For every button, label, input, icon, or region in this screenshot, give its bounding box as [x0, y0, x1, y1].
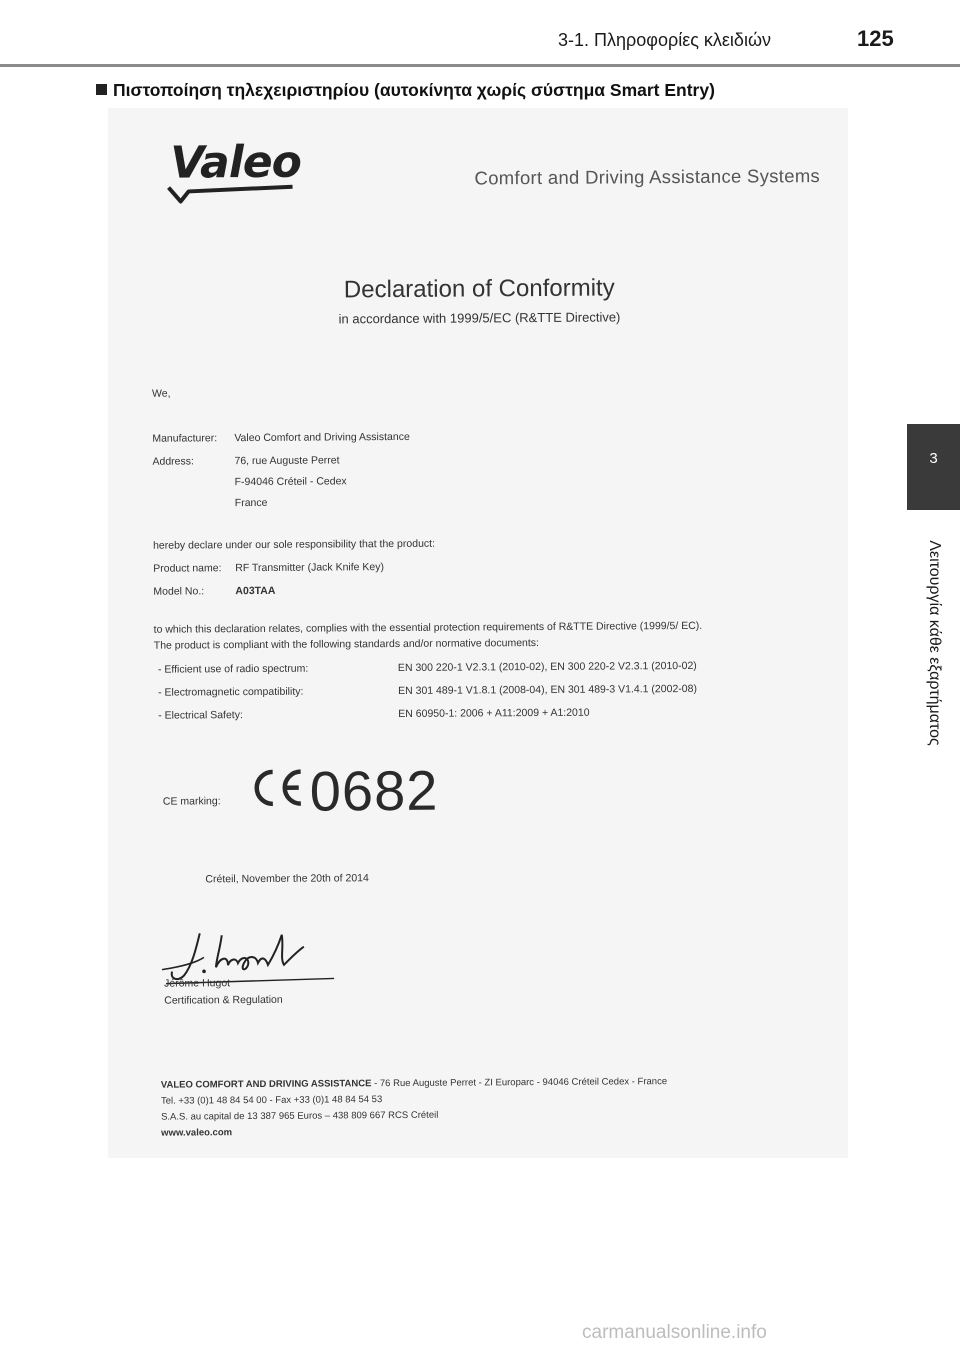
footer-address: - 76 Rue Auguste Perret - ZI Europarc - 94046 Créteil Cedex - France — [371, 1076, 668, 1090]
chapter-tab-label: Λειτουργία κάθε εξαρτήματος — [926, 540, 943, 746]
chapter-tab — [907, 424, 960, 510]
model-no-value: A03TAA — [235, 584, 276, 598]
address-label: Address: — [152, 455, 194, 468]
standard-value-radio: EN 300 220-1 V2.3.1 (2010-02), EN 300 220-2 V2.3.1 (2010-02) — [397, 659, 697, 674]
standard-value-emc: EN 301 489-1 V1.8.1 (2008-04), EN 301 489-3 V1.4.1 (2002-08) — [398, 682, 697, 697]
section-heading-text: Πιστοποίηση τηλεχειριστηρίου (αυτοκίνητα χωρίς σύστημα Smart Entry) — [113, 80, 715, 100]
footer-website: www.valeo.com — [161, 1127, 233, 1139]
product-name-value: RF Transmitter (Jack Knife Key) — [235, 561, 385, 575]
we-text: We, — [151, 387, 171, 400]
square-bullet-icon — [96, 84, 107, 95]
footer-company-line — [161, 1076, 667, 1091]
standard-value-safety: EN 60950-1: 2006 + A11:2009 + A1:2010 — [398, 706, 590, 720]
signatory-title: Certification & Regulation — [164, 993, 283, 1007]
header-section-title: 3-1. Πληροφορίες κλειδιών — [558, 30, 771, 50]
address-line-2: F-94046 Créteil - Cedex — [234, 475, 347, 489]
declaration-document — [108, 108, 848, 1158]
declare-text: hereby declare under our sole responsibility that the product: — [153, 537, 436, 552]
address-line-3: France — [234, 496, 268, 510]
valeo-logo — [170, 137, 301, 189]
chapter-tab-number: 3 — [929, 450, 938, 467]
logo-swoosh-icon — [167, 183, 297, 206]
footer-capital: S.A.S. au capital de 13 387 965 Euros – 438 809 667 RCS Créteil — [161, 1109, 439, 1123]
ce-mark-icon — [247, 767, 305, 809]
header-divider — [0, 64, 960, 67]
place-date: Créteil, November the 20th of 2014 — [205, 872, 369, 886]
footer-tel-fax: Tel. +33 (0)1 48 84 54 00 - Fax +33 (0)1 48 84 54 53 — [160, 1094, 383, 1107]
signatory-name: Jérôme Hugot — [164, 977, 231, 990]
company-tagline: Comfort and Driving Assistance Systems — [474, 165, 821, 189]
standard-label-safety: - Electrical Safety: — [158, 709, 243, 722]
standard-label-radio: - Efficient use of radio spectrum: — [157, 662, 309, 676]
manufacturer-label: Manufacturer: — [152, 432, 218, 445]
standard-label-emc: - Electromagnetic compatibility: — [158, 685, 304, 699]
ce-number: 0682 — [309, 758, 439, 823]
section-heading — [96, 80, 715, 101]
page-number: 125 — [857, 26, 894, 51]
model-no-label: Model No.: — [153, 585, 205, 598]
watermark: carmanualsonline.info — [582, 1322, 767, 1343]
ce-marking-label: CE marking: — [162, 795, 221, 808]
relates-text-line-1: to which this declaration relates, complies with the essential protection requirements of R&TTE Directive (1999/5/ EC). — [153, 619, 703, 636]
manufacturer-value: Valeo Comfort and Driving Assistance — [234, 430, 410, 445]
document-subtitle: in accordance with 1999/5/EC (R&TTE Directive) — [338, 309, 621, 327]
footer-company-name: VALEO COMFORT AND DRIVING ASSISTANCE — [160, 1078, 372, 1091]
product-name-label: Product name: — [153, 562, 222, 575]
address-line-1: 76, rue Auguste Perret — [234, 454, 340, 468]
valeo-logo-text: Valeo — [170, 136, 302, 189]
document-title: Declaration of Conformity — [343, 274, 615, 304]
relates-text-line-2: The product is compliant with the following standards and/or normative documents: — [153, 637, 539, 652]
